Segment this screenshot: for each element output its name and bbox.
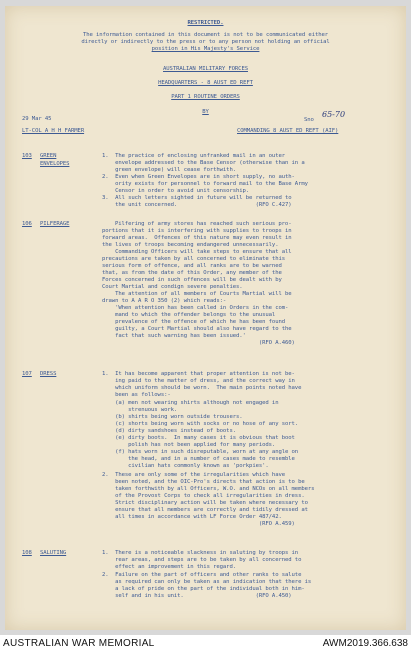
para-line: 1. There is a noticeable slackness in saluting by troops in [102, 550, 299, 556]
para-line: (b) shirts being worn outside trousers. [102, 414, 243, 420]
para-line: rear areas, and steps are to be taken by all concerned to [102, 557, 302, 563]
caution-line-1: The information contained in this document is not to be communicated either [82, 32, 329, 38]
para-line: (RFO A.459) [102, 521, 295, 527]
para-line: Forces concerned in such offences will be dealt with by [102, 277, 282, 283]
by-line: BY [202, 109, 209, 115]
classification-heading: RESTRICTED. [187, 20, 224, 26]
para-line: ing paid to the matter of dress, and the correct way in [102, 378, 295, 384]
para-heading: GREEN ENVELOPES [40, 153, 70, 167]
officer-appointment: COMMANDING 8 AUST ED REFT (AIF) [237, 128, 339, 134]
para-heading: SALUTING [40, 550, 67, 556]
para-number: 107 [22, 371, 32, 377]
para-line: 3. All such letters sighted in future will be returned to [102, 195, 292, 201]
para-line: polish has not been applied for many periods. [102, 442, 276, 448]
para-line: been noted, and the OIC-Pro's directs that action is to be [102, 479, 305, 485]
para-line: serious form of offence, and all ranks are to be warned [102, 263, 282, 269]
handwritten-order-number: 65-70 [322, 110, 346, 119]
para-line: forward areas. Offences of this nature may even result in [102, 235, 292, 241]
para-heading: DRESS [40, 371, 57, 377]
para-line: the unit concerned. (RFO C.427) [102, 202, 292, 208]
para-line: fact that such warning has been issued.' [102, 333, 246, 339]
para-line: Commanding Officers will take steps to ensure that all [102, 249, 292, 255]
para-number: 106 [22, 221, 32, 227]
order-number-label: Sno [304, 117, 314, 123]
para-line: of the Provost Corps to check all irregularities in dress. [102, 493, 305, 499]
para-line: taken forthwith by all Officers, W.O. and NCOs on all members [102, 486, 315, 492]
archive-source: AUSTRALIAN WAR MEMORIAL [3, 638, 155, 649]
para-line: Censor in order to avoid unit censorship. [102, 188, 250, 194]
para-number: 108 [22, 550, 32, 556]
para-line: (f) hats worn in such disreputable, worn at any angle on [102, 449, 299, 455]
para-line: (a) men not wearing shirts although not engaged in [102, 400, 279, 406]
para-line: 1. It has become apparent that proper attention is not be- [102, 371, 295, 377]
para-line: drawn to A A R O 350 (2) which reads:- [102, 298, 227, 304]
caution-line-3: position in His Majesty's Service [151, 46, 260, 52]
force-title: AUSTRALIAN MILITARY FORCES [163, 66, 248, 72]
para-line: Court Martial and condign severe penalties. [102, 284, 243, 290]
para-line: (c) shorts being worn with socks or no hose of any sort. [102, 421, 299, 427]
para-line: The attention of all members of Courts Martial will be [102, 291, 292, 297]
para-line: (RFO A.460) [102, 340, 295, 346]
hq-title: HEADQUARTERS - 8 AUST ED REFT [158, 80, 253, 86]
para-line: all times in accordance with LF Force Order 487/42. [102, 514, 282, 520]
para-line: 'When attention has been called in Orders in the com- [102, 305, 289, 311]
para-line: ority exists for personnel to forward mail to the Base Army [102, 181, 308, 187]
para-line: Pilfering of army stores has reached such serious pro- [115, 221, 292, 227]
para-line: 1. The practice of enclosing unfranked mail in an outer [102, 153, 285, 159]
para-line: that, as from the date of this Order, any member of the [102, 270, 282, 276]
para-line: Strict disciplinary action will be taken where necessary to [102, 500, 308, 506]
para-line: 2. Even when Green Envelopes are in short supply, no auth- [102, 174, 295, 180]
para-line: self and in his unit. (RFO A.450) [102, 593, 292, 599]
para-line: envelope addressed to the Base Censor (otherwise than in a [102, 160, 305, 166]
document-page [5, 6, 406, 630]
para-line: a lack of pride on the part of the individual both in him- [102, 586, 305, 592]
para-line: (d) dirty sandshoes instead of boots. [102, 428, 236, 434]
para-line: prevalence of the offence of which he has been found [102, 319, 285, 325]
para-line: green envelope) will cease forthwith. [102, 167, 236, 173]
para-line: precautions are taken by all concerned to eliminate this [102, 256, 285, 262]
para-line: effect an improvement in this regard. [102, 564, 236, 570]
para-line: the lives of troops becoming endangered unnecessarily. [102, 242, 279, 248]
para-heading: PILFERAGE [40, 221, 70, 227]
para-line: the head, and in a number of cases made to resemble [102, 456, 295, 462]
para-line: mand to which the offender belongs to the unusual [102, 312, 276, 318]
para-line: (e) dirty boots. In many cases it is obvious that boot [102, 435, 295, 441]
para-line: guilty, a Court Martial should also have regard to the [102, 326, 292, 332]
para-line: civilian hats commonly known as 'porkpies'. [102, 463, 269, 469]
archive-id: AWM2019.366.638 [322, 638, 408, 649]
para-line: strenuous work. [102, 407, 178, 413]
para-line: 2. These are only some of the irregularities which have [102, 472, 285, 478]
order-date: 29 Mar 45 [22, 116, 52, 122]
archive-footer [0, 635, 411, 653]
orders-title: PART 1 ROUTINE ORDERS [171, 94, 240, 100]
officer-name: LT-COL A H H FARMER [22, 128, 85, 134]
para-line: 2. Failure on the part of officers and other ranks to salute [102, 572, 302, 578]
para-line: ensure that all members are correctly and tidily dressed at [102, 507, 308, 513]
para-line: been as follows:- [102, 392, 171, 398]
para-number: 103 [22, 153, 32, 159]
para-line: as required can only be taken as an indication that there is [102, 579, 312, 585]
caution-line-2: directly or indirectly to the press or to any person not holding an official [81, 39, 330, 45]
para-line: which uniform should be worn. The main points noted have [102, 385, 302, 391]
para-line: portions that it is interfering with supplies to troops in [102, 228, 292, 234]
